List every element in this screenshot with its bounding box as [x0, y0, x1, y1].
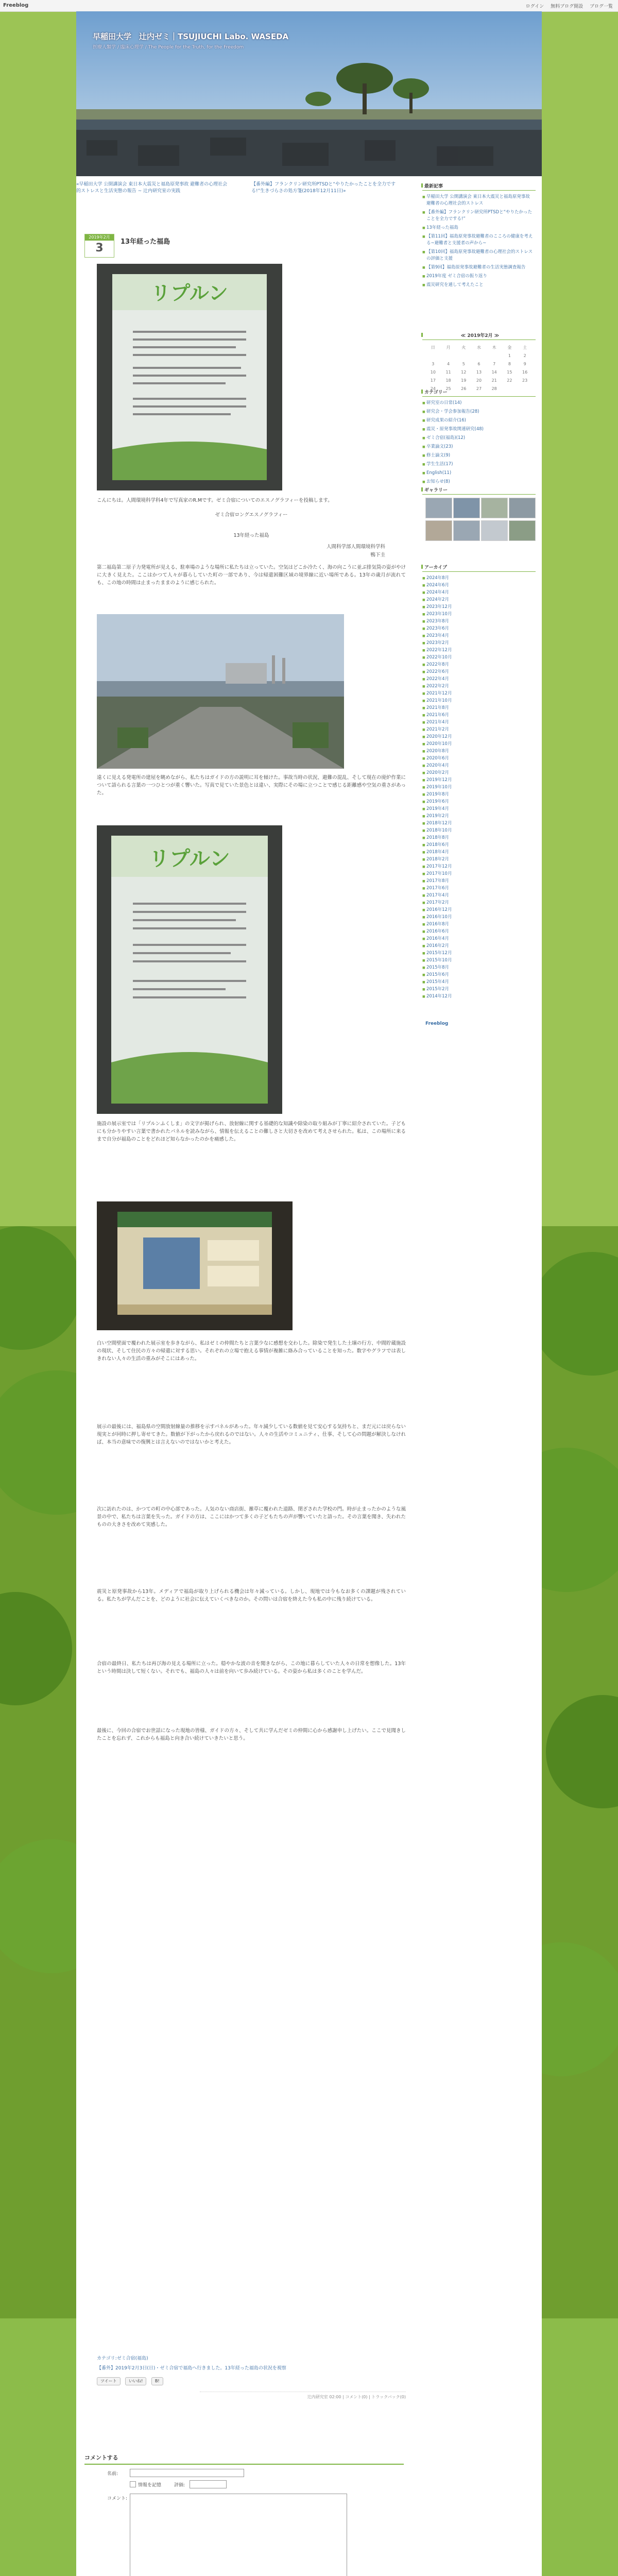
calendar-day: 11 — [445, 369, 451, 375]
calendar-day: 20 — [476, 378, 482, 383]
author-name: 鴨下圭 — [370, 552, 385, 558]
post-date — [84, 234, 114, 258]
calendar-day: 24 — [430, 386, 436, 391]
calendar-day: 15 — [507, 369, 512, 375]
archive-item[interactable]: ■ 2022年6月 — [422, 669, 536, 675]
post-paragraph-5: 展示の最後には、福島県の空間放射線量の推移を示すパネルがあった。年々減少している数値を見て安心する気持ちと、まだ元には戻らない現実とが同時に押し寄せてきた。数値が下がったから戻れるのではない。人々の生活やコミュニティ、仕事、そして心の問題が解決しなければ、本当の意味での復興とは言えないのではないかと考えた。 — [97, 1424, 406, 1445]
archive-item[interactable]: ■ 2017年12月 — [422, 863, 536, 870]
calendar-day: 5 — [462, 361, 465, 366]
archive-item[interactable]: ■ 2018年8月 — [422, 835, 536, 841]
post-meta: 辻内研究室 02:00 | コメント(0) | トラックバック(0) — [200, 2392, 406, 2400]
archive-item[interactable]: ■ 2015年4月 — [422, 979, 536, 986]
post-category[interactable]: カテゴリ:ゼミ合宿(福島) — [97, 2356, 148, 2361]
calendar-day: 26 — [461, 386, 467, 391]
recent-post-item[interactable]: ■ 震災研究を通して考えたこと — [422, 282, 536, 289]
archive-item[interactable]: ■ 2020年8月 — [422, 748, 536, 755]
archive-item[interactable]: ■ 2020年12月 — [422, 734, 536, 740]
calendar-day — [471, 351, 487, 360]
rating-label: 評価: — [174, 2483, 185, 2488]
archive-item[interactable]: ■ 2021年2月 — [422, 726, 536, 733]
calendar-day: 14 — [491, 369, 497, 375]
like-button[interactable]: いいね! — [125, 2377, 146, 2385]
comment-textarea[interactable] — [130, 2494, 347, 2576]
calendar-day: 7 — [493, 361, 496, 366]
calendar-day: 13 — [476, 369, 482, 375]
post-footer — [97, 2354, 406, 2371]
archive-item[interactable]: ■ 2019年4月 — [422, 806, 536, 812]
calendar-widget — [422, 331, 536, 393]
archive-item[interactable]: ■ 2019年10月 — [422, 784, 536, 791]
gallery-thumb[interactable] — [509, 520, 536, 541]
calendar-day: 23 — [522, 378, 528, 383]
calendar-day: 8 — [508, 361, 511, 366]
archive-item[interactable]: ■ 2017年10月 — [422, 871, 536, 877]
calendar-head: 水 — [476, 345, 481, 350]
recent-post-item[interactable]: ■ 【番外編】フランクリン研究所PTSDと“やりたかったことを全力でする!” — [422, 209, 536, 223]
service-logo[interactable]: Freeblog — [3, 3, 29, 8]
category-item[interactable]: ■ 震災・原発事故関連研究(48) — [422, 426, 536, 433]
comment-form-title: コメントする — [84, 2453, 404, 2465]
comment-body-label: コメント: — [107, 2496, 128, 2501]
calendar-head: 金 — [507, 345, 512, 350]
author-dept: 人間科学部人間環境科学科 — [326, 544, 385, 550]
archive-item[interactable]: ■ 2024年6月 — [422, 582, 536, 589]
category-title: カテゴリー — [422, 387, 536, 397]
remember-checkbox[interactable] — [130, 2481, 136, 2487]
archive-item[interactable]: ■ 2014年12月 — [422, 993, 536, 1000]
archive-item[interactable]: ■ 2017年6月 — [422, 885, 536, 892]
archive-list — [422, 575, 536, 1000]
calendar-day: 19 — [461, 378, 467, 383]
archive-item[interactable]: ■ 2017年4月 — [422, 892, 536, 899]
calendar-day: 6 — [477, 361, 480, 366]
archive-title: アーカイブ — [422, 563, 536, 572]
archive-item[interactable]: ■ 2017年2月 — [422, 900, 536, 906]
calendar-day — [441, 351, 456, 360]
archive-item[interactable]: ■ 2023年6月 — [422, 625, 536, 632]
freeblog-banner[interactable]: Freeblog — [425, 1021, 449, 1026]
archive-item[interactable]: ■ 2020年4月 — [422, 762, 536, 769]
gallery-thumb[interactable] — [481, 498, 508, 518]
post-paragraph-6: 次に訪れたのは、かつての町の中心部であった。人気のない商店街、雑草に覆われた道路、閉ざされた学校の門。時が止まったかのような風景の中で、私たちは言葉を失った。ガイドの方は、ここにはかつて多くの子どもたちの声が響いていたと語った。その言葉を聞き、失われたものの大きさを改めて実感した。 — [97, 1506, 406, 1528]
calendar-day — [487, 351, 502, 360]
open-blog-link[interactable]: 無料ブログ開設 — [551, 4, 583, 9]
category-item[interactable]: ■ 学生生活(17) — [422, 461, 536, 468]
next-post-link[interactable]: 【番外編】フランクリン研究所PTSDと“やりたかったことを全力でする!”生きづらさの処方箋(2018年12月11日)» — [251, 182, 396, 194]
calendar-day: 27 — [476, 386, 482, 391]
hatena-bookmark-button[interactable]: B! — [151, 2377, 163, 2385]
category-widget — [422, 387, 536, 487]
calendar-day: 12 — [461, 369, 467, 375]
gallery-thumb[interactable] — [509, 498, 536, 518]
archive-item[interactable]: ■ 2016年10月 — [422, 914, 536, 921]
archive-item[interactable]: ■ 2024年8月 — [422, 575, 536, 582]
post-ethno-heading: ゼミ合宿ロングエスノグラフィー — [215, 512, 288, 518]
gallery-thumb[interactable] — [453, 520, 480, 541]
archive-item[interactable]: ■ 2021年8月 — [422, 705, 536, 711]
calendar-day: 10 — [430, 369, 436, 375]
post-paragraph-4: 白い空間壁面で覆われた展示室を歩きながら、私はゼミの仲間たちと言葉少なに感想を交わした。除染で発生した土壌の行方、中間貯蔵施設の現状、そして住民の方々の帰還に対する思い。それぞれの立場で抱える事情が複雑に絡み合っていることを知った。数字やグラフでは表しきれない人々の生活の重みがそこにはあった。 — [97, 1341, 406, 1362]
archive-item[interactable]: ■ 2018年6月 — [422, 842, 536, 849]
archive-item[interactable]: ■ 2022年2月 — [422, 683, 536, 690]
archive-item[interactable]: ■ 2016年8月 — [422, 921, 536, 928]
radiation-panel-photo — [97, 1201, 293, 1330]
blog-header — [76, 11, 542, 176]
category-item[interactable]: ■ 研究会・学会参加報告(28) — [422, 409, 536, 415]
archive-item[interactable]: ■ 2022年12月 — [422, 647, 536, 654]
archive-item[interactable]: ■ 2022年4月 — [422, 676, 536, 683]
archive-item[interactable]: ■ 2022年10月 — [422, 654, 536, 661]
post-month: 2019年2月 — [85, 234, 114, 241]
archive-item[interactable]: ■ 2020年6月 — [422, 755, 536, 762]
calendar-day: 28 — [491, 386, 497, 391]
archive-widget — [422, 563, 536, 1001]
calendar-day: 16 — [522, 369, 528, 375]
prev-post-link[interactable]: «早稲田大学 公開講演会 東日本大震災と福島原発事故 避難者の心理社会的ストレスと生活実態の報告 ~ 辻内研究室の実践 — [76, 182, 228, 194]
login-link[interactable]: ログイン — [525, 4, 544, 9]
post-day: 3 — [95, 242, 104, 255]
share-buttons — [97, 2377, 406, 2387]
archive-item[interactable]: ■ 2019年6月 — [422, 799, 536, 805]
top-bar — [0, 0, 618, 12]
archive-item[interactable]: ■ 2021年6月 — [422, 712, 536, 719]
archive-item[interactable]: ■ 2015年10月 — [422, 957, 536, 964]
remember-label: 情報を記憶 — [138, 2483, 162, 2488]
post-paragraph-8: 合宿の最終日、私たちは再び海の見える場所に立った。穏やかな波の音を聞きながら、この地に暮らしていた人々の日常を想像した。13年という時間は決して短くない。それでも、福島の人々は前を向いて歩み続けている。その姿から私は多くのことを学んだ。 — [97, 1661, 406, 1674]
calendar-day: 2 — [523, 353, 526, 358]
calendar-day: 21 — [491, 378, 497, 383]
rating-select[interactable] — [190, 2480, 227, 2488]
archive-item[interactable]: ■ 2024年2月 — [422, 597, 536, 603]
calendar-head: 木 — [492, 345, 496, 350]
calendar-day: 25 — [445, 386, 451, 391]
archive-item[interactable]: ■ 2016年2月 — [422, 943, 536, 950]
main-column — [76, 176, 416, 2576]
post-subtitle: 13年経った福島 — [233, 533, 269, 538]
archive-item[interactable]: ■ 2015年12月 — [422, 950, 536, 957]
comment-form — [84, 2453, 404, 2465]
tweet-button[interactable]: ツイート — [97, 2377, 121, 2385]
calendar-day: 18 — [445, 378, 451, 383]
archive-item[interactable]: ■ 2015年6月 — [422, 972, 536, 978]
gallery-title: ギャラリー — [422, 485, 536, 495]
archive-item[interactable]: ■ 2020年2月 — [422, 770, 536, 776]
post-title[interactable]: 13年経った福島 — [121, 238, 170, 246]
category-item[interactable]: ■ お知らせ(8) — [422, 479, 536, 485]
category-item[interactable]: ■ 修士論文(9) — [422, 452, 536, 459]
post-paragraph-7: 震災と原発事故から13年。メディアで福島が取り上げられる機会は年々減っている。しかし、現地では今もなお多くの課題が残されている。私たちが学んだことを、どのように社会に伝えていくべきなのか。その問いは合宿を終えた今も私の中に残り続けている。 — [97, 1589, 406, 1602]
post-pager — [76, 181, 406, 202]
recent-post-item[interactable]: ■ 13年経った福島 — [422, 225, 536, 231]
page-wrapper — [76, 11, 542, 2576]
category-item[interactable]: ■ 卒業論文(23) — [422, 444, 536, 450]
blog-title[interactable]: 早稲田大学 辻内ゼミ｜TSUJIUCHI Labo. WASEDA — [93, 32, 289, 41]
recent-post-item[interactable]: ■ 【第9回】福島原発事故避難者の生活実態調査報告 — [422, 264, 536, 271]
archive-item[interactable]: ■ 2020年10月 — [422, 741, 536, 748]
archive-item[interactable]: ■ 2016年4月 — [422, 936, 536, 942]
calendar-head: 火 — [461, 345, 466, 350]
gallery-thumbs — [422, 498, 536, 541]
top-links — [521, 3, 613, 9]
archive-item[interactable]: ■ 2021年4月 — [422, 719, 536, 726]
gallery-thumb[interactable] — [481, 520, 508, 541]
post-intro: こんにちは。人間環境科学科4年で写真家のR.Mです。ゼミ合宿についてのエスノグラフィーを投稿します。 — [97, 498, 333, 503]
archive-item[interactable]: ■ 2019年8月 — [422, 791, 536, 798]
recent-post-item[interactable]: ■ 【第11回】福島原発事故避難者のこころの健康を考える~避難者と支援者の声から~ — [422, 233, 536, 247]
post-paragraph-2: 遠くに見える発電所の建屋を眺めながら、私たちはガイドの方の説明に耳を傾けた。事故当時の状況、避難の混乱、そして現在の廃炉作業について語られる言葉の一つひとつが重く響いた。写真で見ていた景色とは違い、実際にその場に立つことで感じる距離感や空気の重さがあった。 — [97, 775, 406, 796]
category-item[interactable]: ■ 研究室の日常(14) — [422, 400, 536, 406]
archive-item[interactable]: ■ 2015年2月 — [422, 986, 536, 993]
calendar-head: 月 — [446, 345, 451, 350]
post-paragraph-3: 施設の展示室では「リプルンふくしま」の文字が掲げられ、放射線に関する基礎的な知識や除染の取り組みが丁寧に紹介されていた。子どもにも分かりやすい言葉で書かれたパネルを読みながら、情報を伝えることの難しさと大切さを改めて考えさせられた。私は、この場所に来るまで自分が福島のことをどれほど知らなかったのかを痛感した。 — [97, 1121, 406, 1142]
gallery-thumb[interactable] — [425, 520, 452, 541]
gallery-widget — [422, 485, 536, 541]
gallery-thumb[interactable] — [425, 498, 452, 518]
recent-post-item[interactable]: ■ 【第10回】福島原発事故避難者の心理社会的ストレスの評価と支援 — [422, 249, 536, 262]
archive-item[interactable]: ■ 2021年12月 — [422, 690, 536, 697]
recent-post-item[interactable]: ■ 2019年度 ゼミ合宿の振り返り — [422, 273, 536, 280]
calendar-day[interactable]: 3 — [432, 361, 435, 366]
archive-item[interactable]: ■ 2016年12月 — [422, 907, 536, 913]
exhibit-panel-photo-1 — [97, 264, 282, 490]
archive-item[interactable]: ■ 2023年8月 — [422, 618, 536, 625]
recent-posts-widget — [422, 181, 536, 291]
sidebar — [422, 176, 536, 1516]
archive-item[interactable]: ■ 2019年12月 — [422, 777, 536, 784]
svg-text:リプルン: リプルン — [151, 283, 228, 304]
svg-text:リプルン: リプルン — [149, 848, 230, 870]
calendar-day: 4 — [447, 361, 450, 366]
archive-item[interactable]: ■ 2018年2月 — [422, 856, 536, 863]
category-item[interactable]: ■ English(11) — [422, 470, 536, 477]
archive-item[interactable]: ■ 2016年6月 — [422, 928, 536, 935]
recent-posts-title: 最新記事 — [422, 181, 536, 191]
archive-item[interactable]: ■ 2023年4月 — [422, 633, 536, 639]
calendar-head: 日 — [431, 345, 435, 350]
category-item[interactable]: ■ ゼミ合宿(福島)(12) — [422, 435, 536, 442]
archive-item[interactable]: ■ 2018年10月 — [422, 827, 536, 834]
post-tags[interactable]: 【番外】2019年2月3日(日)・ゼミ合宿で福島へ行きました。13年経った福島の状況を視察 — [97, 2366, 286, 2371]
archive-item[interactable]: ■ 2017年8月 — [422, 878, 536, 885]
post-paragraph-1: 第二福島第二原子力発電所が見える、駐車場のような場所に私たちは立っていた。空気はどこか冷たく、海の向こうに並ぶ排気筒の姿がやけに大きく見えた。ここはかつて人々が暮らしていた町の一部であり、今は帰還困難区域の境界線に近い場所である。13年の歳月が流れても、この地の時間は止まったままのように感じられた。 — [97, 565, 406, 586]
calendar-table — [425, 343, 533, 393]
calendar-day: 22 — [507, 378, 512, 383]
archive-item[interactable]: ■ 2023年2月 — [422, 640, 536, 647]
coast-site-photo — [97, 614, 344, 769]
calendar-head: 土 — [523, 345, 527, 350]
blog-subtitle: 医療人類学 / 臨床心理学 / The People for the Truth, for the Freedom — [93, 45, 244, 50]
archive-item[interactable]: ■ 2019年2月 — [422, 813, 536, 820]
archive-item[interactable]: ■ 2018年12月 — [422, 820, 536, 827]
recent-post-item[interactable]: ■ 早稲田大学 公開講演会 東日本大震災と福島原発事故 避難者の心理社会的ストレス — [422, 194, 536, 207]
archive-item[interactable]: ■ 2021年10月 — [422, 698, 536, 704]
name-label: 名前: — [107, 2471, 118, 2477]
archive-item[interactable]: ■ 2023年12月 — [422, 604, 536, 611]
calendar-day — [425, 351, 441, 360]
post-paragraph-9: 最後に、今回の合宿でお世話になった現地の皆様、ガイドの方々、そして共に学んだゼミの仲間に心から感謝申し上げたい。ここで見聞きしたことを忘れず、これからも福島と向き合い続けていきたいと思う。 — [97, 1728, 406, 1741]
archive-item[interactable]: ■ 2022年8月 — [422, 662, 536, 668]
archive-item[interactable]: ■ 2015年8月 — [422, 964, 536, 971]
gallery-thumb[interactable] — [453, 498, 480, 518]
calendar-title[interactable]: ≪ 2019年2月 ≫ — [422, 331, 536, 340]
archive-item[interactable]: ■ 2018年4月 — [422, 849, 536, 856]
archive-item[interactable]: ■ 2024年4月 — [422, 589, 536, 596]
name-input[interactable] — [130, 2469, 244, 2477]
calendar-day — [456, 351, 471, 360]
blog-list-link[interactable]: ブログ一覧 — [589, 4, 613, 9]
calendar-day: 9 — [523, 361, 526, 366]
calendar-day: 17 — [430, 378, 436, 383]
exhibit-panel-photo-2 — [97, 825, 282, 1114]
category-item[interactable]: ■ 研究成果の紹介(16) — [422, 417, 536, 424]
archive-item[interactable]: ■ 2023年10月 — [422, 611, 536, 618]
calendar-day: 1 — [508, 353, 511, 358]
